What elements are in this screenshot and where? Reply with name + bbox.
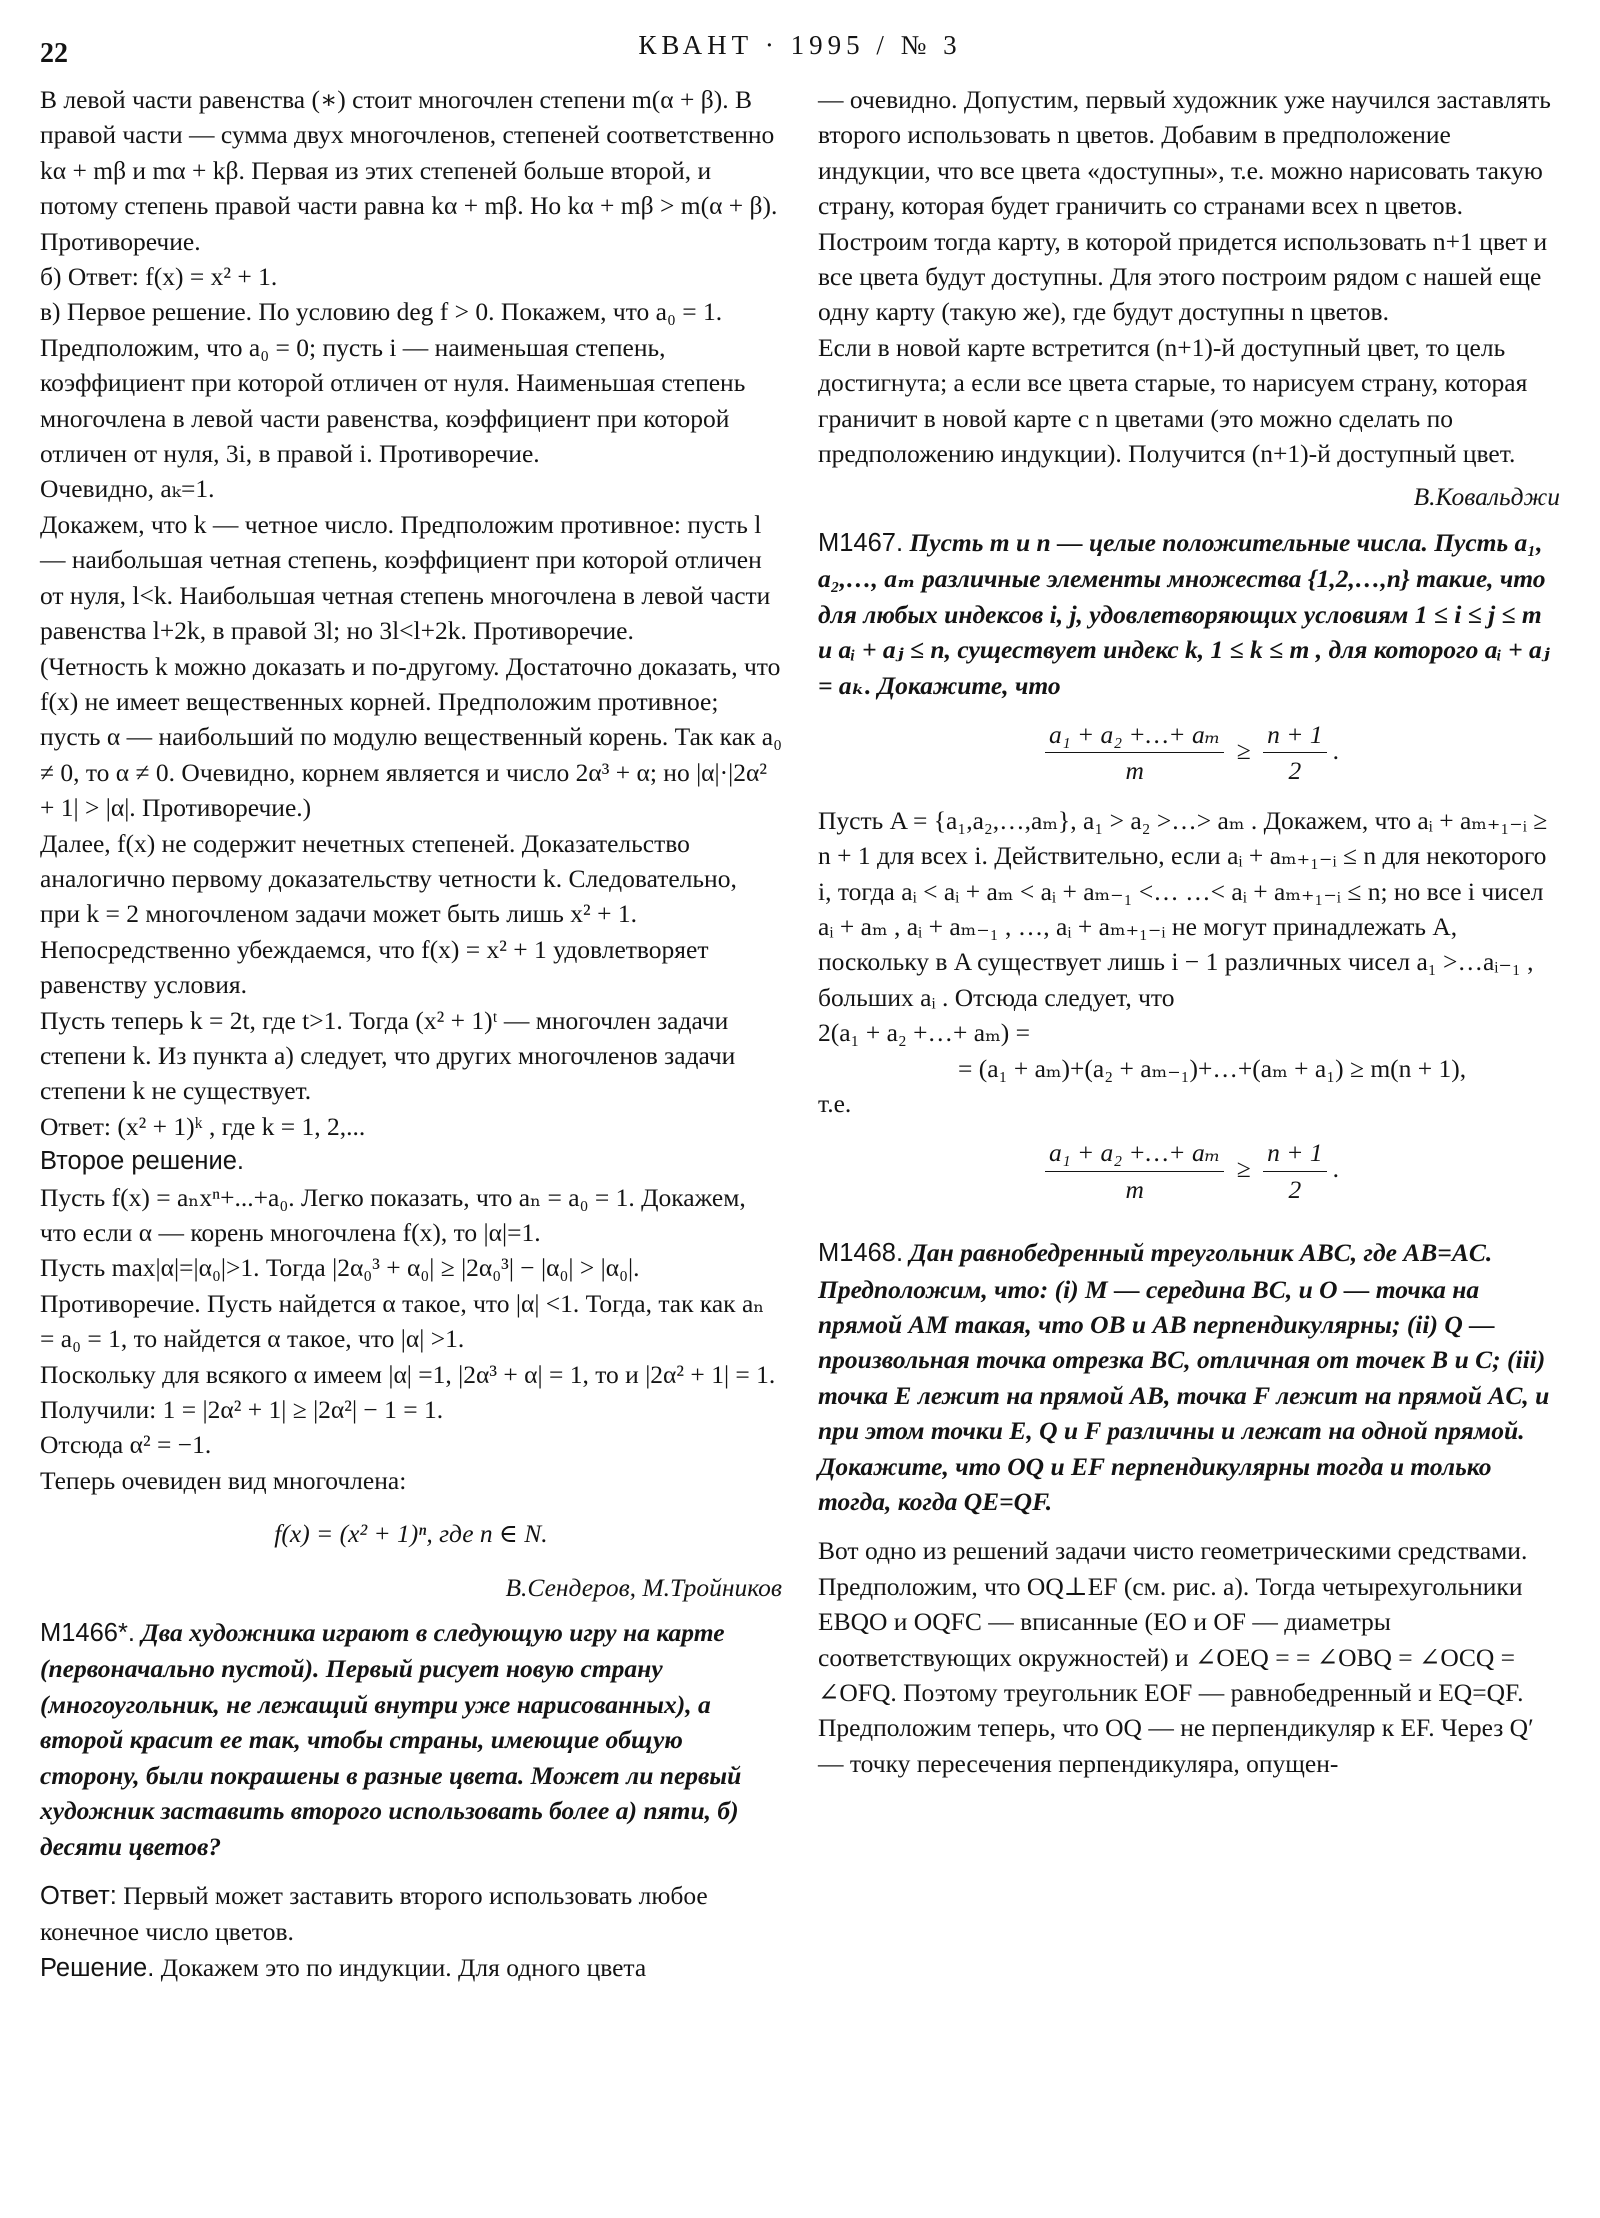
geq-sign: ≥ (1236, 1154, 1251, 1184)
paragraph: Предположим, что OQ⊥EF (см. рис. а). Тогда четырехугольники EBQO и OQFC — вписанные (EO и OF — диаметры соответствующих окружностей) и ∠OEQ = = ∠OBQ = ∠OCQ = ∠OFQ. Поэтому треугольник EOF — равнобедренный и EQ=QF. (818, 1571, 1524, 1708)
denominator: m (1125, 1174, 1144, 1204)
problem-m1467 (818, 525, 1560, 703)
equation-line: = (a₁ + aₘ)+(a₂ + aₘ₋₁)+…+(aₘ + a₁) ≥ m(n + 1), (958, 1053, 1467, 1083)
answer-label: Ответ: (40, 1881, 117, 1910)
paragraph: Поскольку для всякого α имеем |α| =1, |2α³ + α| = 1, то и |2α² + 1| = 1. Получили: 1 = |2α² + 1| ≥ |2α²| − 1 = 1. (40, 1359, 776, 1425)
numerator: n + 1 (1263, 1135, 1326, 1171)
problem-m1468 (818, 1235, 1560, 1519)
paragraph: Далее, f(x) не содержит нечетных степеней. Доказательство аналогично первому доказательству четности k. Следовательно, при k = 2 многочленом задачи может быть лишь x² + 1. Непосредственно убеждаемся, что f(x) = x² + 1 удовлетворяет равенству условия. (40, 828, 737, 1000)
paragraph: Пусть A = {a₁,a₂,…,aₘ}, a₁ > a₂ >…> aₘ . Докажем, что aᵢ + aₘ₊₁₋ᵢ ≥ n + 1 для всех i. Действительно, если aᵢ + aₘ₊₁₋ᵢ ≤ n для некоторого i, тогда aᵢ < aᵢ + aₘ < aᵢ + aₘ₋₁ <… …< aᵢ + aₘ₊₁₋ᵢ ≤ n; но все i чисел aᵢ + aₘ , aᵢ + aₘ₋₁ , …, aᵢ + aₘ₊₁₋ᵢ не могут принадлежать A, поскольку в A существует лишь i − 1 различных чисел a₁ >…aᵢ₋₁ , больших aᵢ . Отсюда следует, что (818, 805, 1548, 1012)
display-formula: f(x) = (x² + 1)ⁿ, где n ∈ N. (274, 1519, 548, 1549)
numerator: n + 1 (1263, 717, 1326, 753)
signature: В.Ковальджи (1413, 482, 1560, 512)
paragraph: т.е. (818, 1088, 852, 1118)
running-head: КВАНТ · 1995 / № 3 (638, 30, 962, 60)
display-inequality-1: $\frac{\text{a₁ + a₂ +…+ aₘ}}{m}$ ≥ $\frac{n + 1}{2}$ . (818, 717, 1560, 789)
fraction (1263, 717, 1326, 789)
paragraph: Пусть теперь k = 2t, где t>1. Тогда (x² + 1)ᵗ — многочлен задачи степени k. Из пункта а) следует, что других многочленов задачи степени k не существует. (40, 1005, 736, 1106)
paragraph: — очевидно. Допустим, первый художник уже научился заставлять второго использовать n цветов. Добавим в предположение индукции, что все цвета «доступны», т.е. можно нарисовать такую страну, которая будет граничить со странами всех n цветов. Построим тогда карту, в которой придется использовать n+1 цвет и все цвета будут доступны. Для этого построим рядом с нашей еще одну карту (такую же), где будут доступны n цветов. (818, 85, 1551, 327)
equation-line: 2(a₁ + a₂ +…+ aₘ) = (818, 1018, 1031, 1048)
fraction (1045, 1135, 1224, 1207)
problem-label: М1468. (818, 1239, 904, 1268)
section-heading: Второе решение. (40, 1147, 244, 1176)
paragraph: Предположим теперь, что OQ — не перпендикуляр к EF. Через Q′ — точку пересечения перпендикуляра, опущен- (818, 1713, 1534, 1778)
numerator: a₁ + a₂ +…+ aₘ (1045, 717, 1224, 753)
numerator: a₁ + a₂ +…+ aₘ (1045, 1135, 1224, 1171)
solution-label: Решение. (40, 1953, 155, 1982)
problem-statement: Два художника играют в следующую игру на карте (первоначально пустой). Первый рисует новую страну (многоугольник, не лежащий внутри уже нарисованных), а второй красит ее так, чтобы страны, имеющие общую сторону, были покрашены в разные цвета. Может ли первый художник заставить второго использовать более а) пяти, б) десяти цветов? (40, 1618, 742, 1861)
paragraph: Отсюда α² = −1. (40, 1430, 212, 1460)
problem-statement: Дан равнобедренный треугольник ABC, где AB=AC. Предположим, что: (i) M — середина BC, и O — точка на прямой AM такая, что OB и AB перпендикулярны; (ii) Q — произвольная точка отрезка BC, отличная от точек B и C; (iii) точка E лежит на прямой AB, точка F лежит на прямой AC, и при этом точки E, Q и F различны и лежат на одной прямой. Докажите, что OQ и EF перпендикулярны тогда и только тогда, когда QE=QF. (818, 1238, 1550, 1517)
display-inequality-2: $\frac{\text{a₁ + a₂ +…+ aₘ}}{m}$ ≥ $\frac{n + 1}{2}$ . (818, 1135, 1560, 1207)
problem-label: М1466*. (40, 1619, 135, 1648)
paragraph: б) Ответ: f(x) = x² + 1. (40, 262, 278, 292)
spacer (818, 1221, 1560, 1235)
solution (40, 1950, 782, 1986)
paragraph: Теперь очевиден вид многочлена: (40, 1465, 407, 1495)
paragraph: в) Первое решение. По условию deg f > 0. Покажем, что a₀ = 1. Предположим, что a₀ = 0; пусть i — наименьшая степень, коэффициент при которой отличен от нуля. Наименьшая степень многочлена в левой части равенства, коэффициент при которой отличен от нуля, 3i, в правой i. Противоречие. (40, 297, 746, 469)
paragraph: Докажем, что k — четное число. Предположим противное: пусть l — наибольшая четная степень, коэффициент при которой отличен от нуля, l<k. Наибольшая четная степень многочлена в левой части равенства l+2k, в правой 3l; но 3l<l+2k. Противоречие. (40, 509, 771, 646)
page-number: 22 (40, 38, 68, 69)
right-column (818, 82, 1560, 1781)
denominator: m (1125, 756, 1144, 786)
paragraph: Пусть f(x) = aₙxⁿ+...+a₀. Легко показать, что aₙ = a₀ = 1. Докажем, что если α — корень многочлена f(x), то |α|=1. (40, 1182, 746, 1247)
paragraph: В левой части равенства (∗) стоит многочлен степени m(α + β). В правой части — сумма двух многочленов, степеней соответственно kα + mβ и mα + kβ. Первая из этих степеней больше второй, и потому степень правой части равна kα + mβ. Но kα + mβ > m(α + β). Противоречие. (40, 85, 778, 256)
denominator: 2 (1288, 756, 1302, 786)
denominator: 2 (1288, 1174, 1302, 1204)
fraction (1045, 717, 1224, 789)
signature: В.Сендеров, М.Тройников (505, 1572, 782, 1602)
solution-text: Докажем это по индукции. Для одного цвета (160, 1952, 647, 1982)
paragraph: Пусть max|α|=|α₀|>1. Тогда |2α₀³ + α₀| ≥ |2α₀³| − |α₀| > |α₀|. Противоречие. Пусть найдется α такое, что |α| <1. Тогда, так как aₙ = a₀ = 1, то найдется α такое, что |α| >1. (40, 1253, 765, 1354)
paragraph: Если в новой карте встретится (n+1)-й доступный цвет, то цель достигнута; а если все цвета старые, то нарисуем страну, которая граничит в новой карте с n цветами (это можно сделать по предположению индукции). Получится (n+1)-й доступный цвет. (818, 332, 1528, 469)
problem-label: М1467. (818, 528, 904, 557)
paragraph: Ответ: (x² + 1)ᵏ , где k = 1, 2,... (40, 1111, 366, 1141)
paragraph: Вот одно из решений задачи чисто геометрическими средствами. (818, 1536, 1528, 1566)
problem-m1466 (40, 1615, 782, 1864)
paragraph: (Четность k можно доказать и по-другому. Достаточно доказать, что f(x) не имеет вещественных корней. Предположим противное; пусть α — наибольший по модулю вещественный корень. Так как a₀ ≠ 0, то α ≠ 0. Очевидно, корнем является и число 2α³ + α; но |α|·|2α² + 1| > |α|. Противоречие.) (40, 651, 782, 823)
answer-text: Первый может заставить второго использовать любое конечное число цветов. (40, 1880, 708, 1947)
spacer (818, 1519, 1560, 1533)
answer (40, 1878, 782, 1950)
fraction (1263, 1135, 1326, 1207)
left-column (40, 82, 782, 1986)
problem-statement: Пусть m и n — целые положительные числа. Пусть a₁, a₂,…, aₘ различные элементы множества {1,2,…,n} такие, что для любых индексов i, j, удовлетворяющих условиям 1 ≤ i ≤ j ≤ m и aᵢ + aⱼ ≤ n, существует индекс k, 1 ≤ k ≤ m , для которого aᵢ + aⱼ = aₖ. Докажите, что (818, 527, 1550, 700)
paragraph: Очевидно, aₖ=1. (40, 474, 215, 504)
spacer (40, 1864, 782, 1878)
geq-sign: ≥ (1236, 735, 1251, 765)
